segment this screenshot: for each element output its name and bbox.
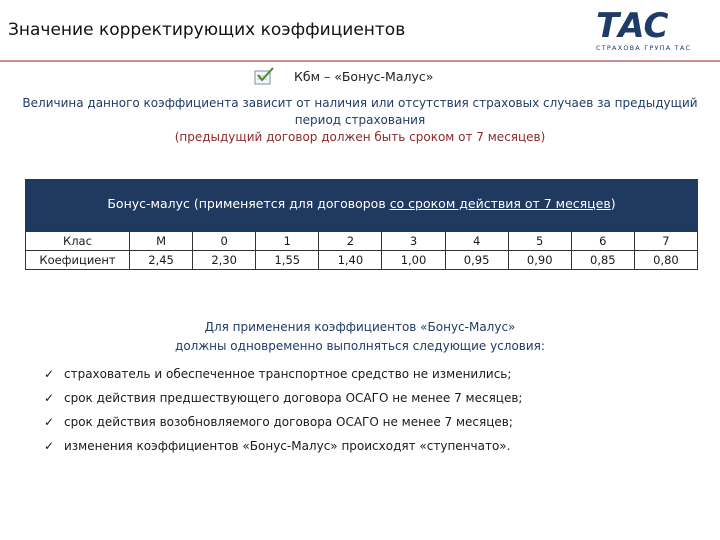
coefficient-row-label: Коефициент xyxy=(26,251,130,270)
coefficient-cell: 1,55 xyxy=(256,251,319,270)
checklist-icon xyxy=(253,66,275,86)
class-row xyxy=(26,232,698,251)
condition-text: изменения коэффициентов «Бонус-Малус» происходят «ступенчато». xyxy=(64,439,511,453)
banner-pre: (применяется для договоров xyxy=(189,196,390,211)
coefficient-cell: 0,80 xyxy=(634,251,697,270)
coefficient-cell: 1,40 xyxy=(319,251,382,270)
list-item xyxy=(44,386,522,410)
logo-subtitle: СТРАХОВА ГРУПА ТАС xyxy=(596,44,692,52)
banner-bold: Бонус-малус xyxy=(107,196,190,211)
list-item xyxy=(44,434,522,458)
class-cell: 4 xyxy=(445,232,508,251)
condition-text: страхователь и обеспеченное транспортное средство не изменились; xyxy=(64,367,512,381)
class-cell: 0 xyxy=(193,232,256,251)
table-banner xyxy=(25,179,698,231)
coefficient-cell: 2,45 xyxy=(130,251,193,270)
checkmark-icon: ✓ xyxy=(44,415,55,429)
class-cell: 2 xyxy=(319,232,382,251)
intro-text xyxy=(20,95,700,146)
title-divider xyxy=(0,60,720,62)
kbm-table xyxy=(25,231,698,270)
class-cell: 7 xyxy=(634,232,697,251)
conditions-list xyxy=(44,362,522,458)
class-cell: 1 xyxy=(256,232,319,251)
condition-text: срок действия предшествующего договора ОСАГО не менее 7 месяцев; xyxy=(64,391,523,405)
class-cell: М xyxy=(130,232,193,251)
logo-mark: ТАС xyxy=(596,6,668,46)
subtitle-row xyxy=(0,66,720,88)
coefficient-cell: 0,85 xyxy=(571,251,634,270)
checkmark-icon: ✓ xyxy=(44,391,55,405)
coefficient-cell: 1,00 xyxy=(382,251,445,270)
intro-main: Величина данного коэффициента зависит от наличия или отсутствия страховых случаев за предыдущий период страхования xyxy=(22,96,698,127)
subtitle: Кбм – «Бонус-Малус» xyxy=(294,69,434,84)
checkmark-icon: ✓ xyxy=(44,367,55,381)
coefficient-cell: 0,95 xyxy=(445,251,508,270)
conditions-title-line1: Для применения коэффициентов «Бонус-Малус» xyxy=(204,320,516,334)
banner-underlined: со сроком действия от 7 месяцев xyxy=(389,196,611,211)
conditions-title xyxy=(60,318,660,356)
coefficient-cell: 0,90 xyxy=(508,251,571,270)
page-title: Значение корректирующих коэффициентов xyxy=(8,20,406,40)
checkmark-icon: ✓ xyxy=(44,439,55,453)
coefficient-cell: 2,30 xyxy=(193,251,256,270)
class-row-label: Клас xyxy=(26,232,130,251)
class-cell: 3 xyxy=(382,232,445,251)
condition-text: срок действия возобновляемого договора ОСАГО не менее 7 месяцев; xyxy=(64,415,513,429)
intro-note: (предыдущий договор должен быть сроком от 7 месяцев) xyxy=(174,130,546,144)
conditions-title-line2: должны одновременно выполняться следующие условия: xyxy=(175,339,545,353)
banner-post: ) xyxy=(610,196,616,211)
company-logo xyxy=(596,6,708,52)
list-item xyxy=(44,362,522,386)
list-item xyxy=(44,410,522,434)
class-cell: 5 xyxy=(508,232,571,251)
coefficient-row xyxy=(26,251,698,270)
class-cell: 6 xyxy=(571,232,634,251)
